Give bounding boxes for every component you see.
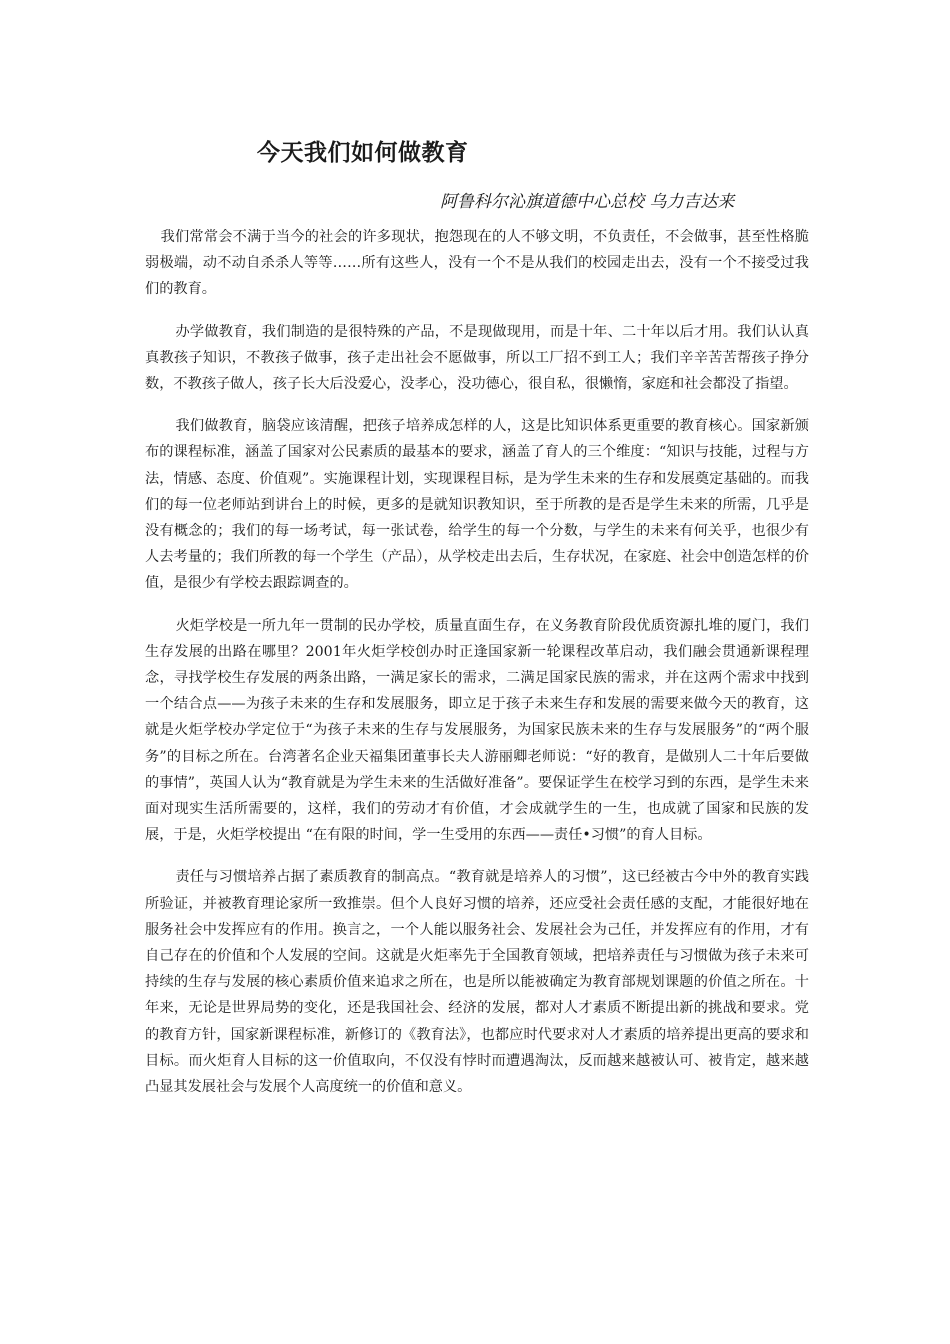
- paragraph: 火炬学校是一所九年一贯制的民办学校，质量直面生存，在义务教育阶段优质资源扎堆的厦门，我们生存发展的出路在哪里？2001年火炬学校创办时正逢国家新一轮课程改革启动，我们融会贯通新课程理念，寻找学校生存发展的两条出路，一满足家长的需求，二满足国家民族的需求，并在这两个需求中找到一个结合点——为孩子未来的生存和发展服务，即立足于孩子未来生存和发展的需要来做今天的教育，这就是火炬学校办学定位于“为孩子未来的生存与发展服务，为国家民族未来的生存与发展服务”的“两个服务”的目标之所在。台湾著名企业天福集团董事长夫人游丽卿老师说：“好的教育，是做别人二十年后要做的事情”，英国人认为“教育就是为学生未来的生活做好准备”。要保证学生在校学习到的东西，是学生未来面对现实生活所需要的，这样，我们的劳动才有价值，才会成就学生的一生，也成就了国家和民族的发展，于是，火炬学校提出 “在有限的时间，学一生受用的东西——责任•习惯”的育人目标。: [145, 617, 809, 844]
- paragraph: 我们做教育，脑袋应该清醒，把孩子培养成怎样的人，这是比知识体系更重要的教育核心。国家新颁布的课程标准，涵盖了国家对公民素质的最基本的要求，涵盖了育人的三个维度：“知识与技能，过程与方法，情感、态度、价值观”。实施课程计划，实现课程目标，是为学生未来的生存和发展奠定基础的。而我们的每一位老师站到讲台上的时候，更多的是就知识教知识，至于所教的是否是学生未来的所需，几乎是没有概念的；我们的每一场考试，每一张试卷，给学生的每一个分数，与学生的未来有何关乎，也很少有人去考量的；我们所教的每一个学生（产品），从学校走出去后，生存状况，在家庭、社会中创造怎样的价值，是很少有学校去跟踪调查的。: [145, 418, 809, 592]
- document-title: 今天我们如何做教育: [257, 140, 469, 166]
- paragraph: 责任与习惯培养占据了素质教育的制高点。“教育就是培养人的习惯”，这已经被古今中外的教育实践所验证，并被教育理论家所一致推崇。但个人良好习惯的培养，还应受社会责任感的支配，才能很好地在服务社会中发挥应有的作用。换言之，一个人能以服务社会、发展社会为己任，并发挥应有的作用，才有自己存在的价值和个人发展的空间。这就是火炬率先于全国教育领域，把培养责任与习惯做为孩子未来可持续的生存与发展的核心素质价值来追求之所在，也是所以能被确定为教育部规划课题的价值之所在。十年来，无论是世界局势的变化，还是我国社会、经济的发展，都对人才素质不断提出新的挑战和要求。党的教育方针，国家新课程标准，新修订的《教育法》，也都应时代要求对人才素质的培养提出更高的要求和目标。而火炬育人目标的这一价值取向，不仅没有悖时而遭遇淘汰，反而越来越被认可、被肯定，越来越凸显其发展社会与发展个人高度统一的价值和意义。: [145, 869, 809, 1096]
- paragraph: 办学做教育，我们制造的是很特殊的产品，不是现做现用，而是十年、二十年以后才用。我们认认真真教孩子知识，不教孩子做事，孩子走出社会不愿做事，所以工厂招不到工人；我们辛辛苦苦帮孩子挣分数，不教孩子做人，孩子长大后没爱心，没孝心，没功德心，很自私，很懒惰，家庭和社会都没了指望。: [145, 323, 809, 393]
- document-body: [145, 224, 809, 1116]
- document-author: 阿鲁科尔沁旗道德中心总校 乌力吉达来: [440, 192, 735, 212]
- paragraph: 我们常常会不满于当今的社会的许多现状，抱怨现在的人不够文明，不负责任，不会做事，甚至性格脆弱极端，动不动自杀杀人等等……所有这些人，没有一个不是从我们的校园走出去，没有一个不接受过我们的教育。: [145, 229, 809, 298]
